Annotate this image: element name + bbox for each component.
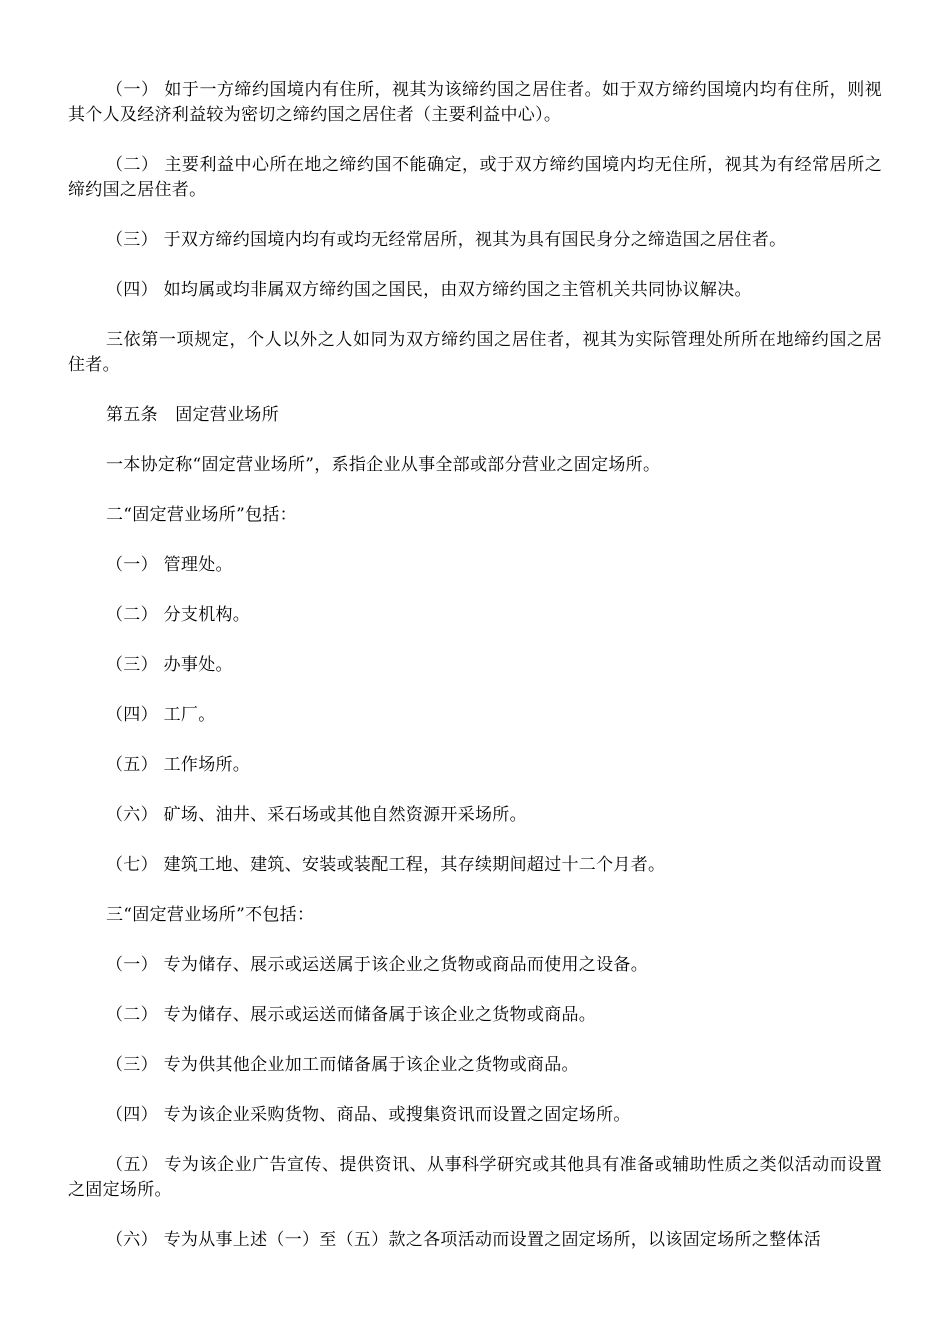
paragraph-residence-4: （四） 如均属或均非属双方缔约国之国民，由双方缔约国之主管机关共同协议解决。 <box>106 280 752 300</box>
list-item-exclude-6: （六） 专为从事上述（一）至（五）款之各项活动而设置之固定场所，以该固定场所之整体活 <box>106 1230 822 1250</box>
paragraph-excludes-heading: 三“固定营业场所”不包括： <box>106 905 315 925</box>
list-item-exclude-3: （三） 专为供其他企业加工而储备属于该企业之货物或商品。 <box>106 1055 579 1075</box>
list-item-exclude-5: （五） 专为该企业广告宣传、提供资讯、从事科学研究或其他具有准备或辅助性质之类似活动而设置之固定场所。 <box>68 1155 882 1200</box>
paragraph-residence-3: （三） 于双方缔约国境内均有或均无经常居所，视其为具有国民身分之缔造国之居住者。 <box>106 230 787 250</box>
paragraph-includes-heading: 二“固定营业场所”包括： <box>106 505 297 525</box>
list-item-exclude-4: （四） 专为该企业采购货物、商品、或搜集资讯而设置之固定场所。 <box>106 1105 631 1125</box>
list-item-include-7: （七） 建筑工地、建筑、安装或装配工程，其存续期间超过十二个月者。 <box>106 855 666 875</box>
list-item-exclude-2: （二） 专为储存、展示或运送而储备属于该企业之货物或商品。 <box>106 1005 597 1025</box>
article-heading: 第五条 固定营业场所 <box>106 405 279 425</box>
document-page <box>68 78 882 1278</box>
paragraph-definition: 一本协定称“固定营业场所”，系指企业从事全部或部分营业之固定场所。 <box>106 455 661 475</box>
list-item-include-5: （五） 工作场所。 <box>106 755 251 775</box>
list-item-exclude-1: （一） 专为储存、展示或运送属于该企业之货物或商品而使用之设备。 <box>106 955 649 975</box>
paragraph-residence-2: （二） 主要利益中心所在地之缔约国不能确定，或于双方缔约国境内均无住所，视其为有经常居所之缔约国之居住者。 <box>68 155 882 200</box>
list-item-include-6: （六） 矿场、油井、采石场或其他自然资源开采场所。 <box>106 805 527 825</box>
list-item-include-3: （三） 办事处。 <box>106 655 233 675</box>
list-item-include-1: （一） 管理处。 <box>106 555 233 575</box>
paragraph-non-individual: 三依第一项规定，个人以外之人如同为双方缔约国之居住者，视其为实际管理处所所在地缔约国之居住者。 <box>68 330 882 375</box>
list-item-include-4: （四） 工厂。 <box>106 705 216 725</box>
paragraph-residence-1: （一） 如于一方缔约国境内有住所，视其为该缔约国之居住者。如于双方缔约国境内均有住所，则视其个人及经济利益较为密切之缔约国之居住者（主要利益中心）。 <box>68 80 882 125</box>
list-item-include-2: （二） 分支机构。 <box>106 605 251 625</box>
